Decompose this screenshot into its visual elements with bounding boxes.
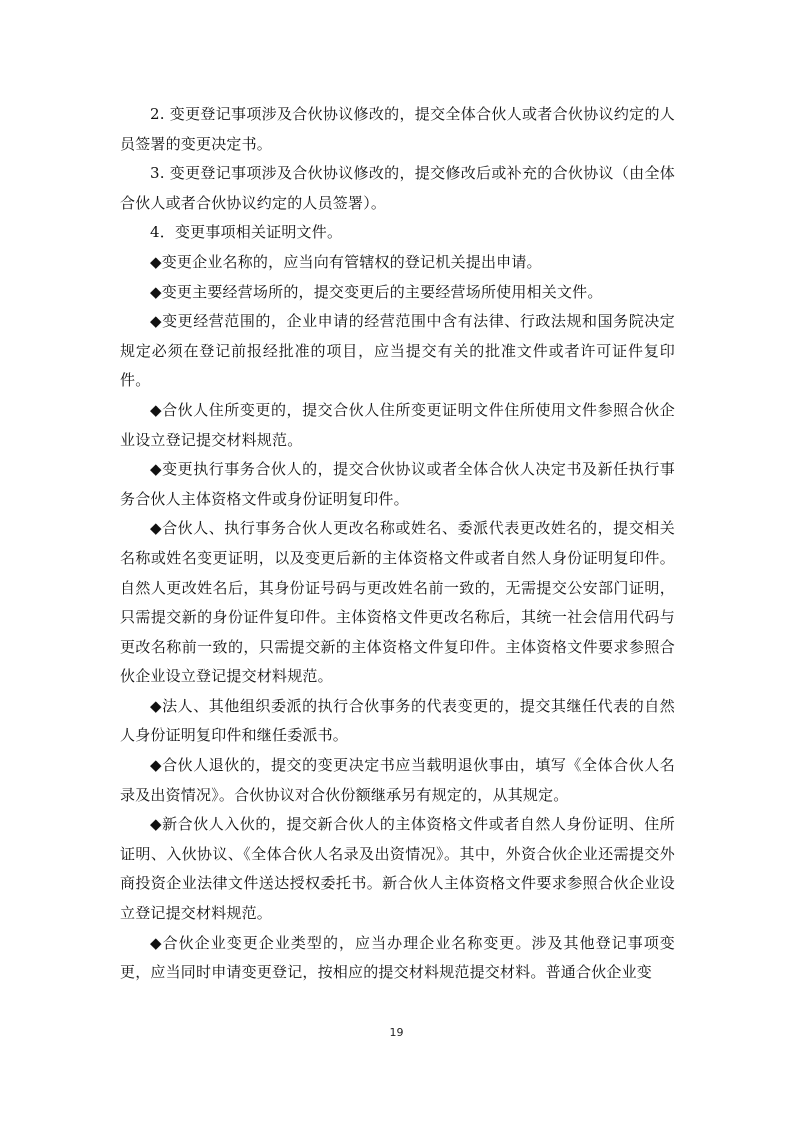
paragraph-item-4: 4．变更事项相关证明文件。 xyxy=(150,223,343,242)
bullet-change-premises: ◆变更主要经营场所的，提交变更后的主要经营场所使用相关文件。 xyxy=(150,282,603,301)
bullet-new-partner: ◆新合伙人入伙的，提交新合伙人的主体资格文件或者自然人身份证明、住所证明、入伙协议、《全体合伙人名录及出资情况》。其中，外资合伙企业还需提交外商投资企业法律文件送达授权委托书。新合伙人主体资格文件要求参照合伙企业设立登记提交材料规范。 xyxy=(120,815,675,923)
bullet-executive-partner: ◆变更执行事务合伙人的，提交合伙协议或者全体合伙人决定书及新任执行事务合伙人主体资格文件或身份证明复印件。 xyxy=(120,460,675,508)
bullet-partner-residence: ◆合伙人住所变更的，提交合伙人住所变更证明文件住所使用文件参照合伙企业设立登记提交材料规范。 xyxy=(120,400,675,449)
bullet-name-change: ◆合伙人、执行事务合伙人更改名称或姓名、委派代表更改姓名的，提交相关名称或姓名变更证明，以及变更后新的主体资格文件或者自然人身份证明复印件。自然人更改姓名后，其身份证号码与更改姓名前一致的，无需提交公安部门证明，只需提交新的身份证件复印件。主体资格文件更改名称后，其统一社会信用代码与更改名称前一致的，只需提交新的主体资格文件复印件。主体资格文件要求参照合伙企业设立登记提交材料规范。 xyxy=(120,519,675,686)
bullet-enterprise-type: ◆合伙企业变更企业类型的，应当办理企业名称变更。涉及其他登记事项变更，应当同时申请变更登记，按相应的提交材料规范提交材料。普通合伙企业变 xyxy=(120,933,675,982)
bullet-change-scope: ◆变更经营范围的，企业申请的经营范围中含有法律、行政法规和国务院决定规定必须在登记前报经批准的项目，应当提交有关的批准文件或者许可证件复印件。 xyxy=(120,312,675,390)
paragraph-item-2: 2. 变更登记事项涉及合伙协议修改的，提交全体合伙人或者合伙协议约定的人员签署的变更决定书。 xyxy=(120,105,675,153)
paragraph-item-3: 3. 变更登记事项涉及合伙协议修改的，提交修改后或补充的合伙协议（由全体合伙人或者合伙协议约定的人员签署）。 xyxy=(120,164,675,212)
document-body xyxy=(120,100,675,988)
page-number: 19 xyxy=(389,1026,404,1039)
bullet-partner-withdrawal: ◆合伙人退伙的，提交的变更决定书应当载明退伙事由，填写《全体合伙人名录及出资情况》。合伙协议对合伙份额继承另有规定的，从其规定。 xyxy=(120,756,675,804)
bullet-representative-change: ◆法人、其他组织委派的执行合伙事务的代表变更的，提交其继任代表的自然人身份证明复印件和继任委派书。 xyxy=(120,696,675,745)
bullet-change-name: ◆变更企业名称的，应当向有管辖权的登记机关提出申请。 xyxy=(150,252,542,271)
